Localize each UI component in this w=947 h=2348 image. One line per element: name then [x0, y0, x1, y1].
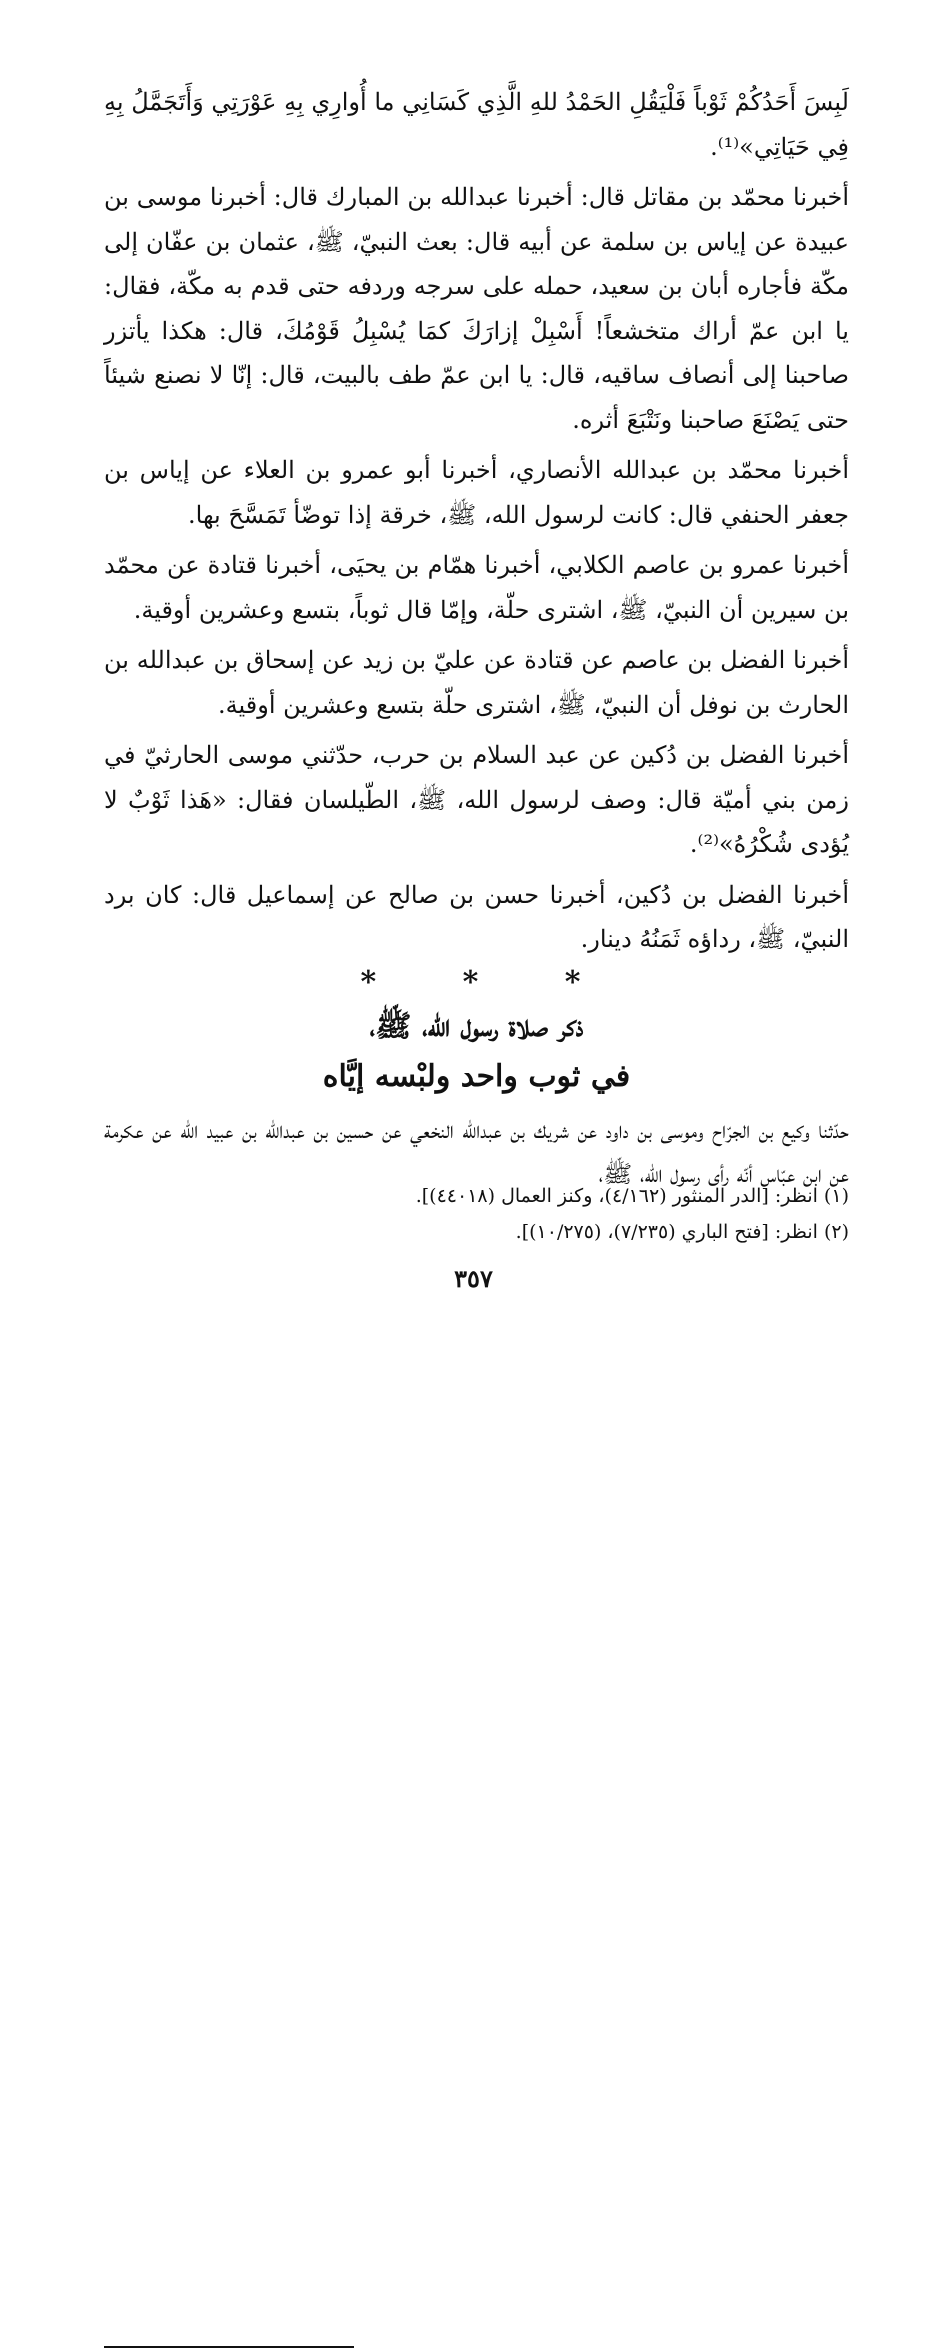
footnote-1: (١) انظر: [الدر المنثور (٤/١٦٢)، وكنز العمال (٤٤٠١٨)]. [415, 1185, 849, 1207]
paragraph-6: أخبرنا الفضل بن دُكين عن عبد السلام بن حرب، حدّثني موسى الحارثيّ في زمن بني أميّة قال: وصف لرسول الله، ﷺ، الطّيلسان فقال: «هَذا ثَوْبٌ لا يُؤدى شُكْرُهُ»⁽²⁾. [104, 741, 849, 858]
paragraph-5: أخبرنا الفضل بن عاصم عن قتادة عن عليّ بن زيد عن إسحاق بن عبدالله بن الحارث بن نوفل أن النبيّ، ﷺ، اشترى حلّة بتسع وعشرين أوقية. [104, 646, 849, 719]
page-number: ٣٥٧ [454, 1264, 493, 1293]
section-heading-line-1: ذكر صلاة رسول الله، ﷺ، [369, 1008, 584, 1044]
paragraph-4: أخبرنا عمرو بن عاصم الكلابي، أخبرنا همّام بن يحيَى، أخبرنا قتادة عن محمّد بن سيرين أن النبيّ، ﷺ، اشترى حلّة، وإمّا قال ثوباً، بتسع وعشرين أوقية. [104, 551, 849, 624]
footnote-2: (٢) انظر: [فتح الباري (٧/٢٣٥)، (١٠/٢٧٥)]. [515, 1221, 849, 1243]
section-separator: * * * [360, 964, 619, 1000]
paragraph-7: أخبرنا الفضل بن دُكين، أخبرنا حسن بن صالح عن إسماعيل قال: كان برد النبيّ، ﷺ، رداؤه ثَمَنُهُ دينار. [104, 880, 849, 953]
section-heading-line-2: في ثوب واحد ولبْسه إيَّاه [322, 1058, 631, 1094]
paragraph-3: أخبرنا محمّد بن عبدالله الأنصاري، أخبرنا أبو عمرو بن العلاء عن إياس بن جعفر الحنفي قال: كانت لرسول الله، ﷺ، خرقة إذا توضّأ تَمَسَّحَ بها. [104, 456, 849, 529]
paragraph-2: أخبرنا محمّد بن مقاتل قال: أخبرنا عبدالله بن المبارك قال: أخبرنا موسى بن عبيدة عن إياس بن سلمة عن أبيه قال: بعث النبيّ، ﷺ، عثمان بن عفّان إلى مكّة فأجاره أبان بن سعيد، حمله على سرجه وردفه حتى قدم به مكّة، فقال: يا ابن عمّ أراك متخشعاً! أَسْبِلْ إزارَكَ كمَا يُسْبِلُ قَوْمُكَ، قال: هكذا يأتزر صاحبنا إلى أنصاف ساقيه، قال: يا ابن عمّ طف بالبيت، قال: إنّا لا نصنع شيئاً حتى يَصْنَعَ صاحبنا ونَتْبَعَ أثره. [104, 183, 849, 434]
paragraph-8: حدّثنا وكيع بن الجرّاح وموسى بن داود عن شريك بن عبدالله النخعي عن حسين بن عبدالله بن عبيد الله عن عكرمة عن ابن عبّاس أنّه رأى رسول الله، ﷺ، [104, 1115, 849, 1188]
paragraph-1: لَبِسَ أَحَدُكُمْ ثَوْباً فَلْيَقُلِ الحَمْدُ للهِ الَّذِي كَسَانِي ما أُوارِي بِهِ عَوْرَتِي وَأَتَجَمَّلُ بِهِ فِي حَيَاتِي»⁽¹⁾. [104, 88, 849, 161]
footnotes [104, 1178, 849, 1250]
